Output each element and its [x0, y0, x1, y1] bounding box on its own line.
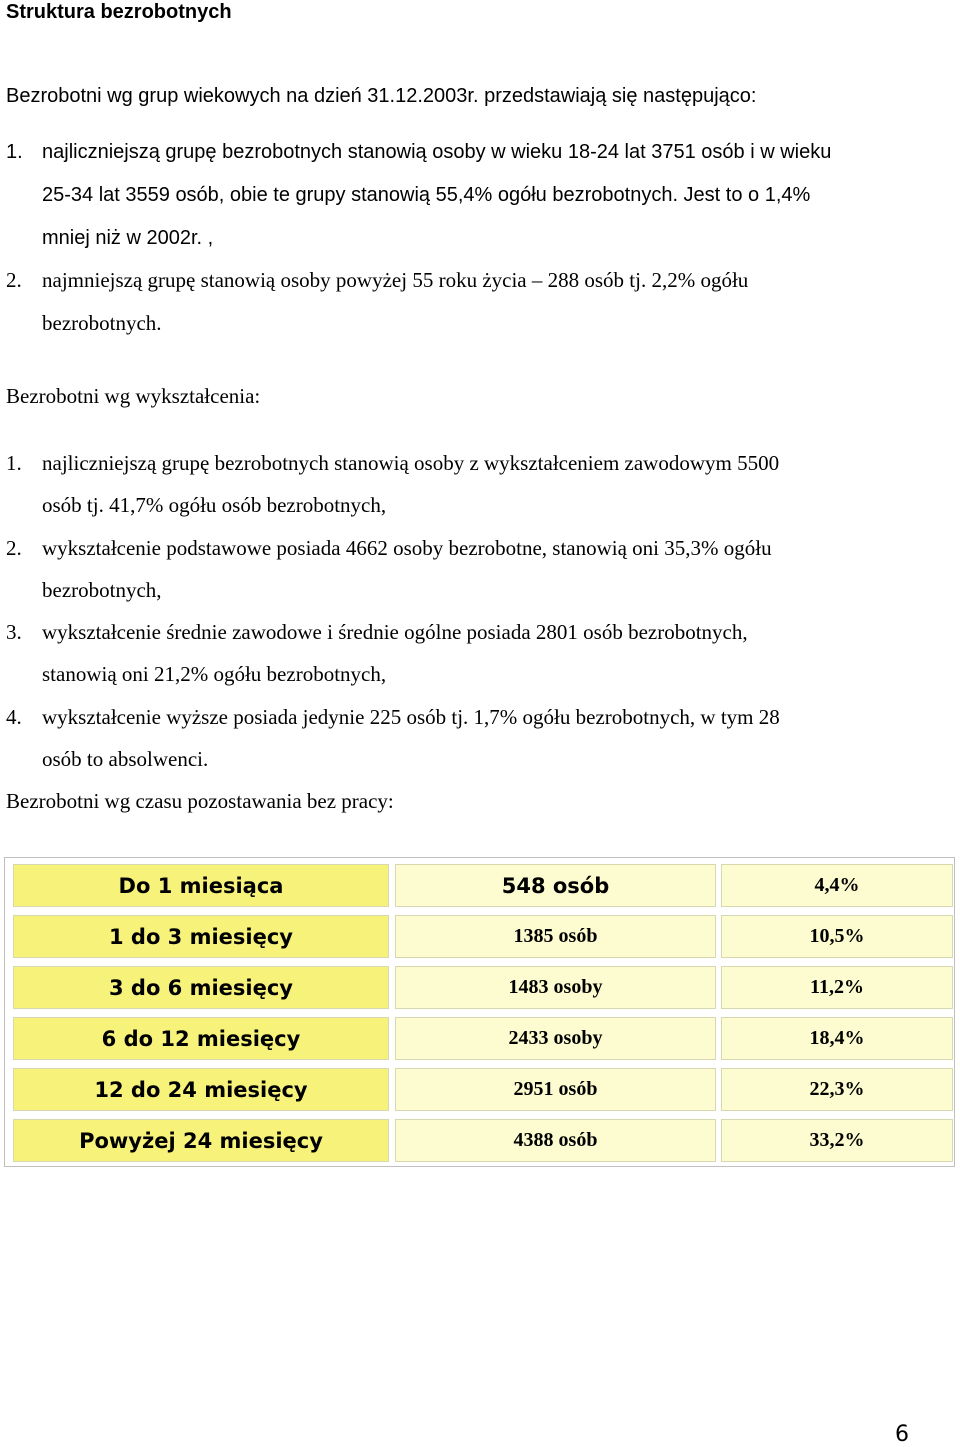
education-item-text-line: wykształcenie podstawowe posiada 4662 osoby bezrobotne, stanowią oni 35,3% ogółu — [42, 536, 772, 560]
table-cell-count: 1385 osób — [395, 915, 716, 958]
education-item-text-line: wykształcenie średnie zawodowe i średnie ogólne posiada 2801 osób bezrobotnych, — [42, 620, 748, 644]
table-cell-percent: 18,4% — [721, 1017, 953, 1060]
table-cell-period: 6 do 12 miesięcy — [13, 1017, 389, 1060]
table-cell-count: 4388 osób — [395, 1119, 716, 1162]
education-item-text-line: bezrobotnych, — [42, 578, 162, 602]
table-cell-percent: 33,2% — [721, 1119, 953, 1162]
table-cell-count: 2433 osoby — [395, 1017, 716, 1060]
table-cell-percent: 11,2% — [721, 966, 953, 1009]
table-cell-period: Do 1 miesiąca — [13, 864, 389, 907]
education-item-number: 2. — [6, 536, 22, 560]
time-section-intro: Bezrobotni wg czasu pozostawania bez pracy: — [6, 789, 394, 813]
age-section-intro: Bezrobotni wg grup wiekowych na dzień 31.12.2003r. przedstawiają się następująco: — [6, 85, 757, 107]
education-item-text-line: osób to absolwenci. — [42, 747, 209, 771]
education-item-text-line: osób tj. 41,7% ogółu osób bezrobotnych, — [42, 493, 387, 517]
education-section-intro: Bezrobotni wg wykształcenia: — [6, 384, 261, 408]
table-cell-percent: 4,4% — [721, 864, 953, 907]
age-item-number: 2. — [6, 268, 22, 292]
page-number: 6 — [895, 1422, 909, 1447]
table-cell-period: 1 do 3 miesięcy — [13, 915, 389, 958]
table-cell-percent: 10,5% — [721, 915, 953, 958]
education-item-text-line: stanowią oni 21,2% ogółu bezrobotnych, — [42, 662, 387, 686]
table-cell-count: 548 osób — [395, 864, 716, 907]
age-item-text-line: najmniejszą grupę stanowią osoby powyżej 55 roku życia – 288 osób tj. 2,2% ogółu — [42, 268, 749, 292]
age-item-number: 1. — [6, 141, 23, 163]
education-item-text-line: najliczniejszą grupę bezrobotnych stanowią osoby z wykształceniem zawodowym 5500 — [42, 451, 780, 475]
unemployment-duration-table — [4, 857, 955, 1167]
education-item-number: 4. — [6, 705, 22, 729]
table-cell-period: 3 do 6 miesięcy — [13, 966, 389, 1009]
table-cell-count: 2951 osób — [395, 1068, 716, 1111]
education-item-number: 1. — [6, 451, 22, 475]
education-item-text-line: wykształcenie wyższe posiada jedynie 225 osób tj. 1,7% ogółu bezrobotnych, w tym 28 — [42, 705, 780, 729]
page-title: Struktura bezrobotnych — [6, 1, 232, 23]
age-item-text-line: najliczniejszą grupę bezrobotnych stanowią osoby w wieku 18-24 lat 3751 osób i w wieku — [42, 141, 832, 163]
education-item-number: 3. — [6, 620, 22, 644]
table-cell-percent: 22,3% — [721, 1068, 953, 1111]
age-item-text-line: bezrobotnych. — [42, 311, 162, 335]
table-cell-period: Powyżej 24 miesięcy — [13, 1119, 389, 1162]
table-cell-period: 12 do 24 miesięcy — [13, 1068, 389, 1111]
age-item-text-line: mniej niż w 2002r. , — [42, 227, 214, 249]
age-item-text-line: 25-34 lat 3559 osób, obie te grupy stanowią 55,4% ogółu bezrobotnych. Jest to o 1,4% — [42, 184, 811, 206]
table-cell-count: 1483 osoby — [395, 966, 716, 1009]
